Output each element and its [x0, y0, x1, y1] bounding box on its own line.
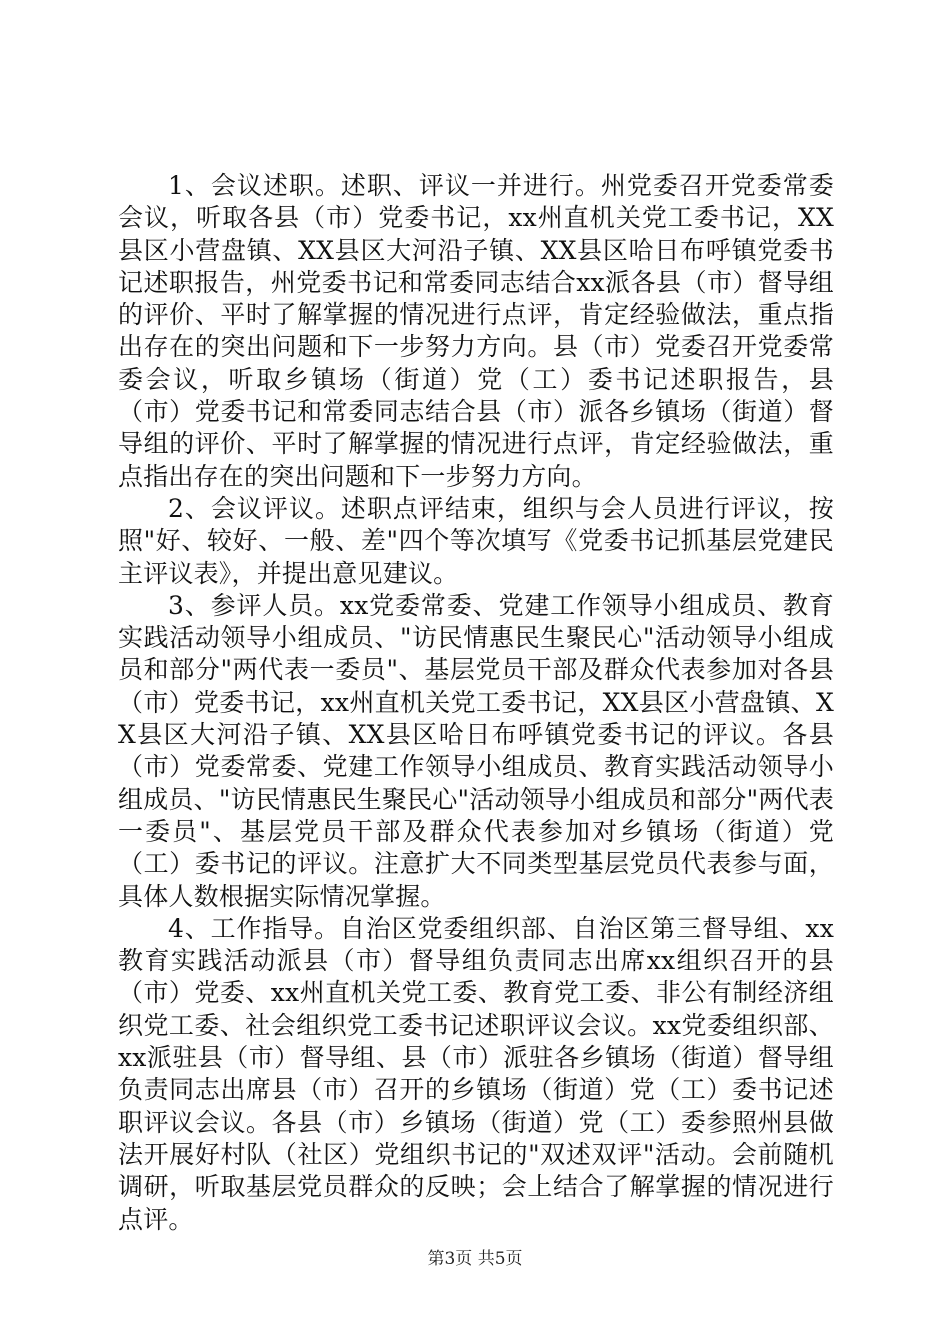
page-number-footer: 第3页 共5页 — [427, 1249, 523, 1269]
document-body — [118, 170, 834, 1236]
paragraph-meeting-report: 1、会议述职。述职、评议一并进行。州党委召开党委常委会议，听取各县（市）党委书记，xx州直机关党工委书记，XX县区小营盘镇、XX县区大河沿子镇、XX县区哈日布呼镇党委书记述职报告，州党委书记和常委同志结合xx派各县（市）督导组的评价、平时了解掌握的情况进行点评，肯定经验做法，重点指出存在的突出问题和下一步努力方向。县（市）党委召开党委常委会议，听取乡镇场（街道）党（工）委书记述职报告，县（市）党委书记和常委同志结合县（市）派各乡镇场（街道）督导组的评价、平时了解掌握的情况进行点评，肯定经验做法，重点指出存在的突出问题和下一步努力方向。 — [118, 171, 834, 491]
paragraph-meeting-evaluation: 2、会议评议。述职点评结束，组织与会人员进行评议，按照"好、较好、一般、差"四个等次填写《党委书记抓基层党建民主评议表》，并提出意见建议。 — [118, 493, 834, 588]
paragraph-participants: 3、参评人员。xx党委常委、党建工作领导小组成员、教育实践活动领导小组成员、"访民情惠民生聚民心"活动领导小组成员和部分"两代表一委员"、基层党员干部及群众代表参加对各县（市）党委书记，xx州直机关党工委书记，XX县区小营盘镇、XX县区大河沿子镇、XX县区哈日布呼镇党委书记的评议。各县（市）党委常委、党建工作领导小组成员、教育实践活动领导小组成员、"访民情惠民生聚民心"活动领导小组成员和部分"两代表一委员"、基层党员干部及群众代表参加对乡镇场（街道）党（工）委书记的评议。注意扩大不同类型基层党员代表参与面，具体人数根据实际情况掌握。 — [118, 590, 834, 911]
paragraph-work-guidance: 4、工作指导。自治区党委组织部、自治区第三督导组、xx教育实践活动派县（市）督导组负责同志出席xx组织召开的县（市）党委、xx州直机关党工委、教育党工委、非公有制经济组织党工委、社会组织党工委书记述职评议会议。xx党委组织部、xx派驻县（市）督导组、县（市）派驻各乡镇场（街道）督导组负责同志出席县（市）召开的乡镇场（街道）党（工）委书记述职评议会议。各县（市）乡镇场（街道）党（工）委参照州县做法开展好村队（社区）党组织书记的"双述双评"活动。会前随机调研，听取基层党员群众的反映；会上结合了解掌握的情况进行点评。 — [118, 913, 834, 1234]
